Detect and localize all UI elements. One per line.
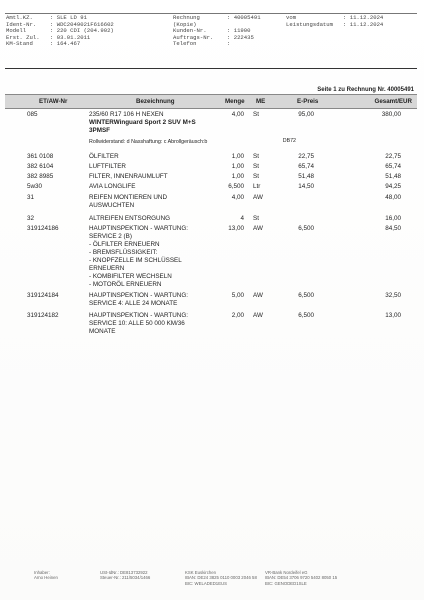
header-value: : 164.467 — [50, 40, 81, 48]
footer-line: IBAN: DE24 3825 0110 0003 2046 58 — [185, 575, 257, 581]
header-value: : 40005491 — [227, 14, 261, 21]
divider-line — [5, 13, 417, 14]
header-key: Telefon — [173, 40, 197, 48]
item-unit-price: 22,75 — [298, 153, 314, 160]
item-total: 16,00 — [385, 215, 401, 222]
table-header — [5, 94, 417, 109]
item-total: 84,50 — [385, 225, 401, 232]
item-description-line: SERVICE 4: ALLE 24 MONATE — [89, 300, 178, 307]
header-art-nr: ET/AW-Nr — [39, 98, 68, 105]
footer-line: Steuer-Nr.: 211/5034/1466 — [100, 575, 151, 581]
item-description — [89, 153, 219, 161]
header-key: Rechnung — [173, 14, 200, 21]
item-description-line: LUFTFILTER — [89, 163, 126, 170]
item-total: 22,75 — [385, 153, 401, 160]
footer-line: BIC: WELADED1EUS — [185, 580, 228, 586]
footer-line: BIC: GENODED1SLE — [265, 580, 307, 586]
header-key: Amtl.KZ. — [6, 14, 33, 21]
header-key: Auftrags-Nr. — [173, 33, 214, 41]
header-key: Kunden-Nr. — [173, 27, 207, 35]
item-quantity: 5,00 — [231, 292, 244, 299]
header-description: Bezeichnung — [136, 98, 175, 105]
item-quantity: 1,00 — [231, 173, 244, 180]
item-art-nr: 5w30 — [27, 183, 43, 190]
header-key: Leistungsdatum — [286, 20, 333, 28]
date-info — [286, 15, 383, 28]
item-unit: St — [253, 153, 259, 160]
item-total: 94,25 — [385, 183, 401, 190]
item-quantity: 4,00 — [231, 194, 244, 201]
item-quantity: 1,00 — [231, 163, 244, 170]
header-unit: ME — [256, 98, 266, 105]
item-art-nr: 319124184 — [27, 292, 59, 299]
item-description — [89, 173, 219, 181]
header-value: : — [227, 40, 231, 48]
item-description-line: 3PMSF — [89, 127, 110, 134]
item-total: 13,00 — [385, 312, 401, 319]
item-unit-price: 6,500 — [298, 225, 314, 232]
item-unit-price: 51,48 — [298, 173, 314, 180]
item-unit: Ltr — [253, 183, 261, 190]
item-description-line: HAUPTINSPEKTION - WARTUNG: — [89, 225, 189, 232]
item-art-nr: 319124186 — [27, 225, 59, 232]
header-key: Ident-Nr. — [6, 20, 37, 28]
item-description-line: Rollwiderstand: d Nasshaftung: c Abrollgeräusch:b — [89, 139, 208, 145]
header-total: Gesamt/EUR — [374, 98, 412, 105]
item-description-line: - ÖLFILTER ERNEUERN — [89, 241, 160, 248]
item-total: 48,00 — [385, 194, 401, 201]
header-value: : SLE LD 91 — [50, 14, 87, 21]
item-description-line: 235/60 R17 106 H NEXEN — [89, 111, 164, 118]
item-total: 65,74 — [385, 163, 401, 170]
header-value: : 03.01.2011 — [50, 33, 91, 41]
item-quantity: 4 — [240, 215, 244, 222]
footer-bank-1 — [185, 570, 257, 586]
footer-line: KSK Euskirchen — [185, 570, 217, 575]
header-key: vom — [286, 14, 297, 21]
header-key: KM-Stand — [6, 40, 33, 48]
item-description-line: ERNEUERN — [89, 265, 125, 272]
header-value: : 220 CDI (204.902) — [50, 27, 114, 35]
item-description-line: SERVICE 10: ALLE 50 000 KM/36 — [89, 320, 185, 327]
item-description-line: ALTREIFEN ENTSORGUNG — [89, 215, 171, 222]
item-unit: St — [253, 163, 259, 170]
item-description-line: - KOMBIFILTER WECHSELN — [89, 273, 172, 280]
item-description-line: - KNOPFZELLE IM SCHLÜSSEL — [89, 257, 182, 264]
item-unit-price: 65,74 — [298, 163, 314, 170]
header-value: : 222435 — [227, 33, 254, 41]
item-unit-price: 6,500 — [298, 292, 314, 299]
header-key: Erst. Zul. — [6, 33, 40, 41]
footer-line: USt-IdNr.: DE813732922 — [100, 570, 148, 575]
item-unit: AW — [253, 225, 263, 232]
item-description-line: HAUPTINSPEKTION - WARTUNG: — [89, 312, 189, 319]
item-description-line: WINTERWinguard Sport 2 SUV M+S — [89, 119, 196, 126]
page-note: Seite 1 zu Rechnung Nr. 40005491 — [317, 87, 414, 93]
item-quantity: 13,00 — [228, 225, 244, 232]
item-unit-price: 95,00 — [298, 111, 314, 118]
header-key: (Kopie) — [173, 20, 197, 28]
item-description — [89, 225, 219, 289]
item-unit: AW — [253, 312, 263, 319]
item-unit: St — [253, 173, 259, 180]
item-unit-price: DB72 — [282, 138, 296, 144]
item-art-nr: 382 6104 — [27, 163, 54, 170]
item-description-line: MONATE — [89, 328, 116, 335]
item-description-line: - MOTORÖL ERNEUERN — [89, 281, 162, 288]
item-description — [89, 215, 219, 223]
item-description-line: REIFEN MONTIEREN UND — [89, 194, 168, 201]
header-row — [286, 22, 383, 29]
item-art-nr: 32 — [27, 215, 35, 222]
item-description-line: ÖLFILTER — [89, 153, 119, 160]
header-row — [173, 41, 261, 48]
item-description — [89, 138, 219, 146]
item-description-line: AUSWUCHTEN — [89, 202, 135, 209]
header-row — [6, 41, 114, 48]
item-art-nr: 319124182 — [27, 312, 59, 319]
item-unit: St — [253, 111, 259, 118]
footer-tax — [100, 570, 150, 581]
header-value: : WDC2049021F616602 — [50, 20, 114, 28]
item-description — [89, 194, 219, 210]
item-description-line: FILTER, INNENRAUMLUFT — [89, 173, 168, 180]
item-art-nr: 361 0108 — [27, 153, 54, 160]
item-description — [89, 111, 219, 135]
item-art-nr: 382 8985 — [27, 173, 54, 180]
header-key: Modell — [6, 27, 27, 35]
item-total: 32,50 — [385, 292, 401, 299]
footer-line: IBAN: DE54 3706 9720 5402 8050 15 — [265, 575, 338, 581]
item-description — [89, 163, 219, 171]
footer-line: VR-Bank Nordeifel eG — [265, 570, 308, 575]
item-description — [89, 183, 219, 191]
footer-line: Arno Heinen — [34, 575, 58, 581]
item-description-line: SERVICE 2 (B) — [89, 233, 132, 240]
item-art-nr: 31 — [27, 194, 35, 201]
divider-line — [5, 68, 417, 69]
item-description — [89, 312, 219, 336]
item-art-nr: 085 — [27, 111, 38, 118]
item-unit: AW — [253, 194, 263, 201]
footer-line: Inhaber: — [34, 570, 50, 575]
item-total: 51,48 — [385, 173, 401, 180]
item-unit-price: 6,500 — [298, 312, 314, 319]
item-description-line: - BREMSFLÜSSIGKEIT: — [89, 249, 158, 256]
item-unit: St — [253, 215, 259, 222]
item-description — [89, 292, 219, 308]
footer-bank-2 — [265, 570, 337, 586]
item-quantity: 4,00 — [231, 111, 244, 118]
footer — [0, 570, 424, 594]
item-quantity: 2,00 — [231, 312, 244, 319]
item-unit-price: 14,50 — [298, 183, 314, 190]
header-quantity: Menge — [225, 98, 245, 105]
header-value: : 11900 — [227, 27, 251, 35]
item-total: 380,00 — [381, 111, 401, 118]
item-description-line: AVIA LONGLIFE — [89, 183, 136, 190]
header-unit-price: E-Preis — [297, 98, 319, 105]
vehicle-info — [6, 15, 114, 48]
item-description-line: HAUPTINSPEKTION - WARTUNG: — [89, 292, 189, 299]
footer-owner — [34, 570, 58, 581]
item-unit: AW — [253, 292, 263, 299]
item-quantity: 1,00 — [231, 153, 244, 160]
header-value: : 11.12.2024 — [343, 14, 384, 21]
invoice-info — [173, 15, 261, 48]
item-quantity: 6,500 — [228, 183, 244, 190]
header-value: : 11.12.2024 — [343, 20, 384, 28]
